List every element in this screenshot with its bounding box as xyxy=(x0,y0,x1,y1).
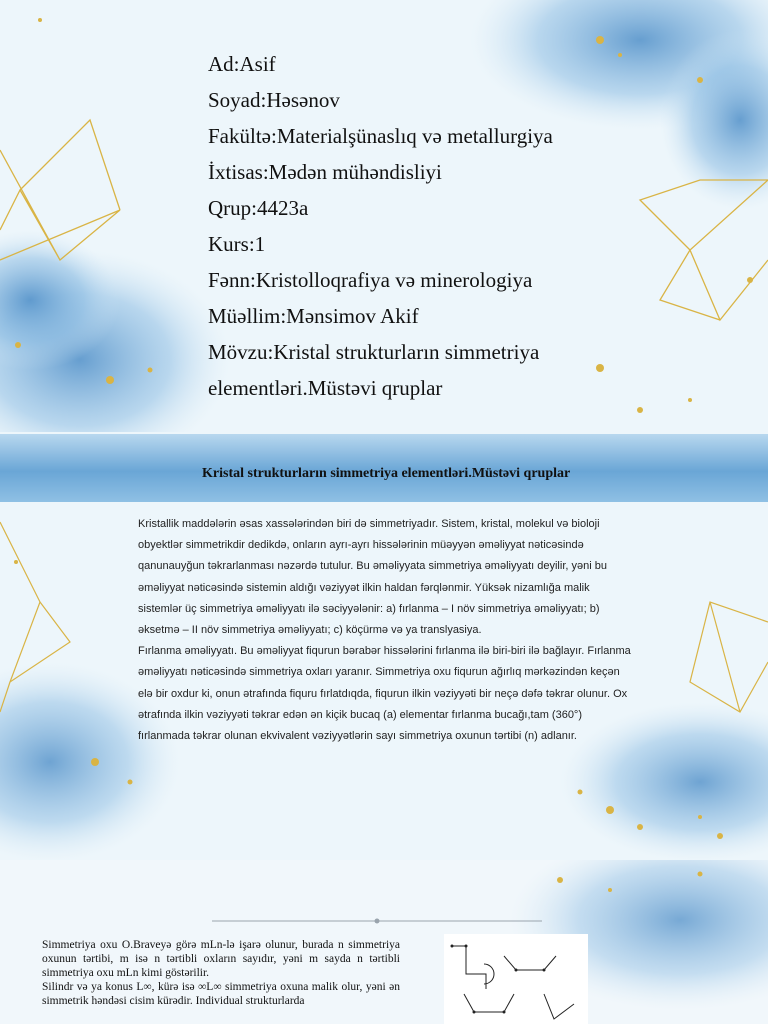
body-paragraph-1: Kristallik maddələrin əsas xassələrindən biri də simmetriyadır. Sistem, kristal, molekul və bioloji obyektlər simmetrikdir dedikdə, onların ayrı-ayrı hissələrinin müəyyən əməliyyat nəticəsində qanunauyğun təkrarlanması nəzərdə tutulur. Bu əməliyyata simmetriya əməliyyatı deyilir, yəni bu əməliyyat nəticəsində sistemin aldığı vəziyyət ilkin haldan fərqlənmir. Yüksək nizamlığa malik sistemlər üç simmetriya əməliyyatı ilə səciyyələnir: a) fırlanma – I növ simmetriya əməliyyatı; b) əksetmə – II növ simmetriya əməliyyatı; c) köçürmə və ya translyasiya. xyxy=(138,518,607,637)
body-paragraph-3: Simmetriya oxu O.Braveyə görə mLn-lə işarə olunur, burada n simmetriya oxunun tərtibi, m isə n tərtibli oxların sayıdır, yəni m sayda n tərtibli simmetriya oxu mLn kimi göstərilir. xyxy=(42,939,400,979)
info-topic-line2: elementləri.Müstəvi qruplar xyxy=(208,376,443,400)
info-surname: Soyad:Həsənov xyxy=(208,88,340,112)
info-specialty: İxtisas:Mədən mühəndisliyi xyxy=(208,160,442,184)
info-group: Qrup:4423a xyxy=(208,196,309,220)
info-faculty: Fakültə:Materialşünaslıq və metallurgiya xyxy=(208,124,553,148)
title-slide xyxy=(0,0,768,432)
info-topic-line1: Mövzu:Kristal strukturların simmetriya xyxy=(208,340,540,364)
slide-body xyxy=(138,514,634,747)
divider-ornament xyxy=(212,918,542,924)
body-paragraph-2: Fırlanma əməliyyatı. Bu əməliyyat fiqurun bərabər hissələrini fırlanma ilə biri-biri ilə bağlayır. Fırlanma əməliyyatı nəticəsində simmetriya oxları yaranır. Simmetriya oxu fiqurun ağırlıq mərkəzindən keçən elə bir oxdur ki, onun ətrafında fiquru fırlatdıqda, fiqurun ilkin vəziyyəti bir neçə dəfə təkrar olunur. Ox ətrafında ilkin vəziyyəti təkrar edən ən kiçik bucaq (a) elementar fırlanma bucağı,tam (360°) fırlanmada təkrar olunan ekvivalent vəziyyətlərin sayı simmetriya oxunun tərtibi (n) adlanır. xyxy=(138,645,631,743)
info-course: Kurs:1 xyxy=(208,232,266,256)
info-teacher: Müəllim:Mənsimov Akif xyxy=(208,304,419,328)
student-info-list xyxy=(208,46,553,406)
content-slide-3 xyxy=(0,860,768,1024)
slide-body-3 xyxy=(42,938,400,1008)
content-slide xyxy=(0,432,768,860)
symmetry-diagram xyxy=(444,934,588,1024)
slide-title: Kristal strukturların simmetriya elementləri.Müstəvi qruplar xyxy=(202,466,571,481)
info-subject: Fənn:Kristolloqrafiya və minerologiya xyxy=(208,268,533,292)
body-paragraph-4: Silindr və ya konus L∞, kürə isə ∞L∞ simmetriya oxuna malik olur, yəni ən simmetrik həndəsi cisim kürədir. Individual strukturlarda xyxy=(42,981,400,1007)
info-name: Ad:Asif xyxy=(208,52,276,76)
